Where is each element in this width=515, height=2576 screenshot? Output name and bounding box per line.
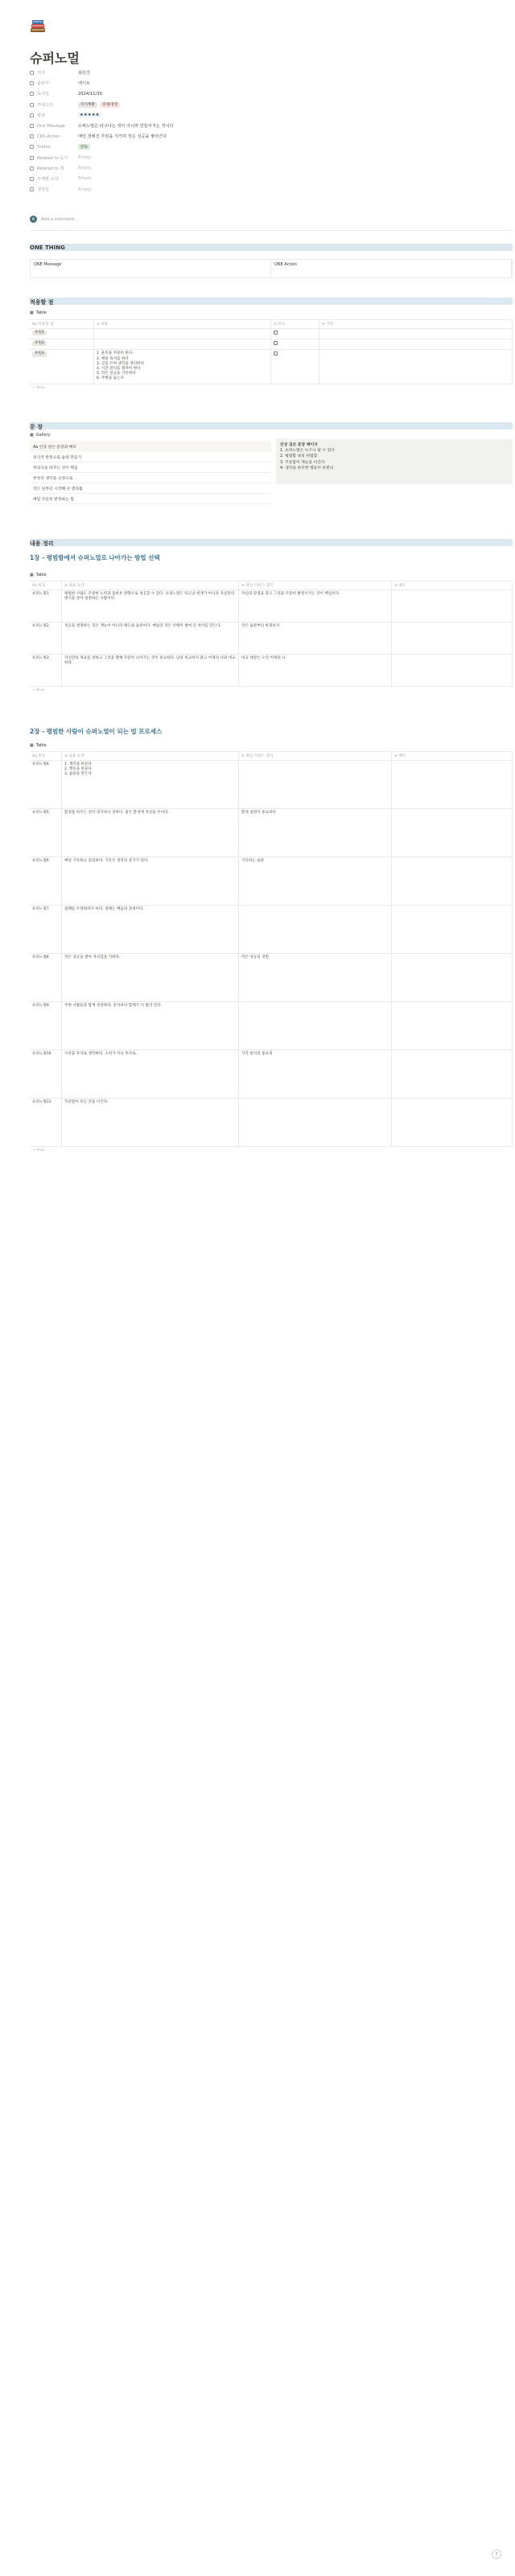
section-band — [30, 298, 513, 305]
row-content[interactable]: 1. 운동을 꾸준히 한다 2. 매일 독서를 한다 3. 글을 쓰며 생각을 정리한다 4. 시간 관리를 철저히 한다 5. 작은 성공을 기록한다 6. 주변을 돕는다 — [94, 350, 271, 383]
table-row[interactable] — [30, 1099, 513, 1147]
table-row[interactable] — [30, 1050, 513, 1099]
property-value-text: 매일 정해진 루틴을 지키며 작은 성공을 쌓아간다 — [78, 134, 167, 140]
property-key — [30, 187, 78, 192]
property-icon — [30, 134, 34, 138]
property-row[interactable] — [30, 88, 271, 99]
quote-item[interactable]: 작은 일부터 시작해 큰 결과를 — [30, 483, 271, 494]
section-band — [30, 539, 513, 546]
row-summary[interactable]: 작은 성공을 쌓아 자신감을 키워라. — [62, 954, 239, 1001]
row-number[interactable]: 슈퍼노멀8 — [30, 954, 62, 1001]
property-key — [30, 155, 78, 161]
divider — [30, 230, 513, 231]
property-key-label: 생성일 — [37, 187, 50, 193]
table-view-label: Table — [35, 743, 47, 748]
row-summary[interactable]: 매일 기록하고 점검하라. 기록은 성장의 증거가 된다. — [62, 857, 239, 905]
property-row[interactable] — [30, 100, 271, 110]
row-keyword[interactable]: 작은 성공의 경험 — [239, 954, 392, 1001]
row-memo[interactable] — [392, 590, 513, 622]
row-memo[interactable] — [392, 1099, 513, 1146]
property-icon — [30, 103, 34, 107]
quote-item[interactable]: 무의식을 바꾸는 것이 핵심 — [30, 462, 271, 473]
one-action-cell[interactable]: ONE Action — [271, 260, 512, 277]
subsection-title-2: 2장 - 평범한 사람이 슈퍼노멀이 되는 법 프로세스 — [30, 728, 163, 735]
column-header[interactable]: ≡ 메모 — [392, 581, 513, 590]
property-icon — [30, 166, 34, 171]
property-value-text: Empty — [78, 187, 92, 192]
callout-line: 2. 평범함 속의 비범함 — [280, 454, 318, 459]
column-header[interactable]: ≡ 메모 — [392, 752, 513, 760]
help-icon: ? — [495, 2551, 498, 2558]
row-memo[interactable] — [392, 1002, 513, 1050]
row-memo[interactable] — [392, 857, 513, 905]
quote-list — [30, 441, 271, 504]
row-number[interactable]: 슈퍼노멀3 — [30, 655, 62, 686]
table-row[interactable] — [30, 350, 513, 384]
row-title-tag: 루틴1 — [32, 331, 47, 335]
property-icon — [30, 124, 34, 128]
callout-title: 인상 깊은 문장 페이지 — [280, 443, 318, 447]
gallery-icon: ▦ — [30, 433, 34, 438]
one-thing-table — [30, 259, 513, 278]
property-value[interactable] — [78, 176, 92, 181]
row-keyword[interactable] — [239, 761, 392, 808]
quote-item[interactable]: 매일 꾸준히 반복하는 힘 — [30, 494, 271, 504]
property-key — [30, 70, 78, 76]
row-title[interactable] — [30, 329, 94, 339]
property-key-label: Related to 책 — [37, 166, 64, 171]
property-value-text: 엑시트 — [78, 81, 91, 87]
help-button[interactable] — [492, 2549, 501, 2559]
table-header — [30, 320, 513, 329]
row-summary[interactable]: 주변 사람들과 함께 성장하라. 혼자보다 함께가 더 멀리 간다. — [62, 1002, 239, 1050]
row-number[interactable]: 슈퍼노멀6 — [30, 857, 62, 905]
row-keyword[interactable]: 환경 설정이 중요하다 — [239, 809, 392, 857]
summary-table-1 — [30, 581, 513, 694]
property-value[interactable] — [78, 80, 90, 86]
property-key — [30, 134, 78, 139]
row-content[interactable] — [94, 339, 271, 349]
table-view-tab[interactable] — [30, 573, 47, 577]
property-value[interactable] — [78, 134, 167, 139]
section-title-quotes: 문 장 — [30, 424, 43, 430]
avatar: A — [30, 216, 37, 223]
property-row[interactable] — [30, 163, 271, 174]
table-row[interactable] — [30, 857, 513, 906]
property-tag: 완독 — [78, 144, 90, 150]
comment-box[interactable] — [30, 216, 78, 223]
row-memo[interactable] — [392, 809, 513, 857]
row-number[interactable]: 슈퍼노멀2 — [30, 622, 62, 654]
property-icon — [30, 71, 34, 75]
property-key-label: 저자 — [37, 71, 46, 76]
row-summary[interactable]: 성공을 결정하는 것은 재능이 아니라 태도와 습관이다. 매일의 작은 선택이 쌓여 큰 차이를 만든다. — [62, 622, 239, 654]
quote-list-header: Aa 인상 깊은 문장과 메모 — [30, 441, 271, 452]
property-tag: 자기계발 — [78, 102, 97, 108]
property-tag: 경제/경영 — [100, 102, 120, 108]
row-title-tag: 루틴3 — [32, 351, 47, 356]
property-value-text: 2024/11/30 — [78, 91, 102, 97]
table-header — [30, 752, 513, 761]
property-value[interactable] — [78, 166, 92, 171]
table-row[interactable] — [30, 655, 513, 687]
row-summary[interactable]: 환경을 바꾸는 것이 의지보다 강하다. 좋은 환경에 자신을 두어라. — [62, 809, 239, 857]
new-row-button[interactable]: + New — [32, 688, 45, 692]
table-icon: ▦ — [30, 743, 34, 748]
row-summary[interactable]: 자신만의 목표를 정하고 그것을 향해 꾸준히 나아가는 것이 중요하다. 남과 비교하지 말고 어제의 나와 비교하라. — [62, 655, 239, 686]
property-row[interactable] — [30, 110, 271, 121]
new-row-button[interactable]: + New — [32, 1148, 45, 1152]
property-row[interactable] — [30, 68, 271, 78]
property-icon — [30, 81, 34, 85]
summary-table-2 — [30, 751, 513, 1154]
property-row[interactable] — [30, 121, 271, 131]
action-table — [30, 319, 513, 392]
property-row[interactable] — [30, 153, 271, 163]
property-icon — [30, 177, 34, 181]
property-value-text: Empty — [78, 166, 92, 171]
property-key-label: Status — [37, 144, 51, 150]
row-deadline[interactable] — [319, 350, 513, 383]
book-stack-icon[interactable] — [30, 19, 46, 33]
property-icon — [30, 156, 34, 160]
table-row[interactable] — [30, 1002, 513, 1050]
page-title: 슈퍼노멀 — [30, 51, 80, 66]
column-header[interactable]: Aa 번호 — [30, 752, 62, 760]
gallery-view-tab[interactable] — [30, 433, 51, 438]
property-key — [30, 113, 78, 118]
property-value[interactable] — [78, 187, 92, 192]
row-keyword[interactable] — [239, 1099, 392, 1146]
table-row[interactable] — [30, 761, 513, 809]
section-band — [30, 244, 513, 251]
row-memo[interactable] — [392, 761, 513, 808]
property-key — [30, 166, 78, 171]
row-number[interactable]: 슈퍼노멀7 — [30, 906, 62, 953]
row-keyword[interactable] — [239, 1002, 392, 1050]
property-key-label: 주제별 요약 — [37, 176, 59, 182]
table-view-tab[interactable] — [30, 310, 47, 315]
row-memo[interactable] — [392, 622, 513, 654]
property-icon — [30, 113, 34, 117]
column-header[interactable]: ☑ 완료 — [271, 320, 319, 328]
property-row[interactable] — [30, 184, 271, 195]
one-message-cell[interactable]: ONE Message — [31, 260, 271, 277]
row-summary[interactable]: 실패를 두려워하지 마라. 실패는 배움의 과정이다. — [62, 906, 239, 953]
row-keyword[interactable] — [239, 906, 392, 953]
row-number[interactable]: 슈퍼노멀1 — [30, 590, 62, 622]
section-band — [30, 422, 513, 429]
table-icon: ▦ — [30, 573, 34, 577]
new-row-button[interactable]: + New — [32, 385, 45, 390]
done-checkbox[interactable] — [274, 351, 278, 355]
callout-line: 3. 꾸준함이 재능을 이긴다 — [280, 460, 325, 465]
column-header[interactable]: ≡ 핵심 키워드·생각 — [239, 581, 392, 590]
row-number[interactable]: 슈퍼노멀5 — [30, 809, 62, 857]
property-row[interactable] — [30, 131, 271, 142]
quote-item[interactable]: 부정적 생각을 긍정으로 — [30, 473, 271, 483]
row-title[interactable] — [30, 350, 94, 383]
row-title-tag: 루틴2 — [32, 341, 47, 346]
row-title[interactable] — [30, 339, 94, 349]
quote-item[interactable]: 의식적 반복으로 습관 만들기 — [30, 452, 271, 462]
column-header[interactable]: Aa 번호 — [30, 581, 62, 590]
table-row[interactable] — [30, 339, 513, 350]
done-checkbox[interactable] — [274, 331, 278, 335]
row-done[interactable] — [271, 329, 319, 339]
table-view-label: Table — [35, 310, 47, 315]
property-key-label: 평점 — [37, 113, 46, 118]
properties-list — [30, 68, 271, 195]
property-value[interactable] — [78, 70, 90, 76]
property-value-text: Empty — [78, 176, 92, 182]
row-summary[interactable]: 시간을 투자로 생각하라. 소비가 아닌 투자로. — [62, 1050, 239, 1098]
table-view-label: Table — [35, 573, 47, 577]
property-value[interactable] — [78, 102, 120, 108]
gallery-view-label: Gallery — [35, 433, 51, 438]
property-value[interactable] — [78, 113, 101, 117]
row-number[interactable]: 슈퍼노멀9 — [30, 1002, 62, 1050]
row-number[interactable]: 슈퍼노멀4 — [30, 761, 62, 808]
subsection-title-1: 1장 - 평범함에서 슈퍼노멀로 나아가는 방법 선택 — [30, 554, 160, 561]
section-title-action: 적용할 점 — [30, 299, 54, 306]
row-keyword[interactable]: 자신의 강점을 찾고 그것을 꾸준히 발전시키는 것이 핵심이다 — [239, 590, 392, 622]
column-header[interactable]: ≡ 내용 요약 — [62, 581, 239, 590]
section-title-one-thing: ONE THING — [30, 244, 65, 251]
row-summary[interactable]: 평범한 사람도 꾸준한 노력과 올바른 방향으로 성공할 수 있다. 슈퍼노멀은 타고난 천재가 아니라 자신만의 방식을 찾아 실천하는 사람이다. — [62, 590, 239, 622]
table-row[interactable] — [30, 590, 513, 622]
table-row[interactable] — [30, 809, 513, 857]
property-icon — [30, 92, 34, 96]
property-key-label: 카테고리 — [37, 102, 54, 108]
property-row[interactable] — [30, 78, 271, 88]
row-content[interactable] — [94, 329, 271, 339]
table-header — [30, 581, 513, 590]
row-memo[interactable] — [392, 906, 513, 953]
property-row[interactable] — [30, 174, 271, 184]
table-row[interactable] — [30, 329, 513, 339]
row-summary[interactable]: 1. 생각을 바꾼다 2. 행동을 바꾼다 3. 습관을 만든다 — [62, 761, 239, 808]
property-icon — [30, 187, 34, 191]
property-value-text: Empty — [78, 155, 92, 161]
row-keyword[interactable]: 시간 관리의 중요성 — [239, 1050, 392, 1098]
property-row[interactable] — [30, 142, 271, 152]
callout-line: 4. 생각을 바꾸면 행동이 바뀐다 — [280, 466, 334, 470]
column-header[interactable]: ≡ 핵심 키워드·생각 — [239, 752, 392, 760]
table-icon: ▦ — [30, 310, 34, 315]
row-keyword[interactable]: 작은 습관부터 바꿔보자 — [239, 622, 392, 654]
property-key-label: 출판사 — [37, 81, 50, 87]
property-value[interactable] — [78, 123, 174, 129]
row-memo[interactable] — [392, 954, 513, 1001]
property-key — [30, 124, 78, 129]
table-view-tab[interactable] — [30, 743, 47, 748]
row-memo[interactable] — [392, 1050, 513, 1098]
table-row[interactable] — [30, 954, 513, 1002]
property-value[interactable] — [78, 144, 90, 150]
property-value-text: ★★★★★ — [80, 113, 100, 118]
callout-lines — [280, 448, 509, 471]
property-key — [30, 176, 78, 182]
row-summary[interactable]: 꾸준함이 모든 것을 이긴다. — [62, 1099, 239, 1146]
row-number[interactable]: 슈퍼노멀10 — [30, 1050, 62, 1098]
column-header[interactable]: ≡ 내용 요약 — [62, 752, 239, 760]
property-value-text: 슈퍼노멀은 타고나는 것이 아니라 만들어지는 것이다 — [78, 124, 174, 129]
property-icon — [30, 145, 34, 149]
table-row[interactable] — [30, 906, 513, 954]
section-title-summary: 내용 정리 — [30, 540, 54, 547]
column-header[interactable]: Aa 적용할 점 — [30, 320, 94, 328]
row-done[interactable] — [271, 350, 319, 383]
property-key-label: Related to 독서 — [37, 155, 68, 161]
callout-line: 1. 슈퍼노멀은 누구나 될 수 있다 — [280, 449, 335, 454]
property-key — [30, 145, 78, 150]
property-key — [30, 91, 78, 97]
row-done[interactable] — [271, 339, 319, 349]
row-deadline[interactable] — [319, 339, 513, 349]
row-keyword[interactable]: 비교 대상은 오직 어제의 나 — [239, 655, 392, 686]
callout — [276, 439, 513, 484]
property-value-text: 최원진 — [78, 71, 91, 76]
property-key-label: CRS Action — [37, 134, 60, 139]
done-checkbox[interactable] — [274, 341, 278, 345]
row-keyword[interactable]: 기록하는 습관 — [239, 857, 392, 905]
row-deadline[interactable] — [319, 329, 513, 339]
property-value[interactable] — [78, 155, 92, 160]
property-key — [30, 80, 78, 86]
property-value[interactable] — [78, 92, 102, 97]
row-number[interactable]: 슈퍼노멀11 — [30, 1099, 62, 1146]
column-header[interactable]: ≡ 기한 — [319, 320, 513, 328]
table-row[interactable] — [30, 622, 513, 655]
column-header[interactable]: ≡ 내용 — [94, 320, 271, 328]
row-memo[interactable] — [392, 655, 513, 686]
comment-placeholder: Add a comment... — [41, 216, 79, 222]
property-key-label: One Message — [37, 123, 65, 129]
property-key-label: 독서일 — [37, 92, 50, 97]
property-key — [30, 102, 78, 108]
